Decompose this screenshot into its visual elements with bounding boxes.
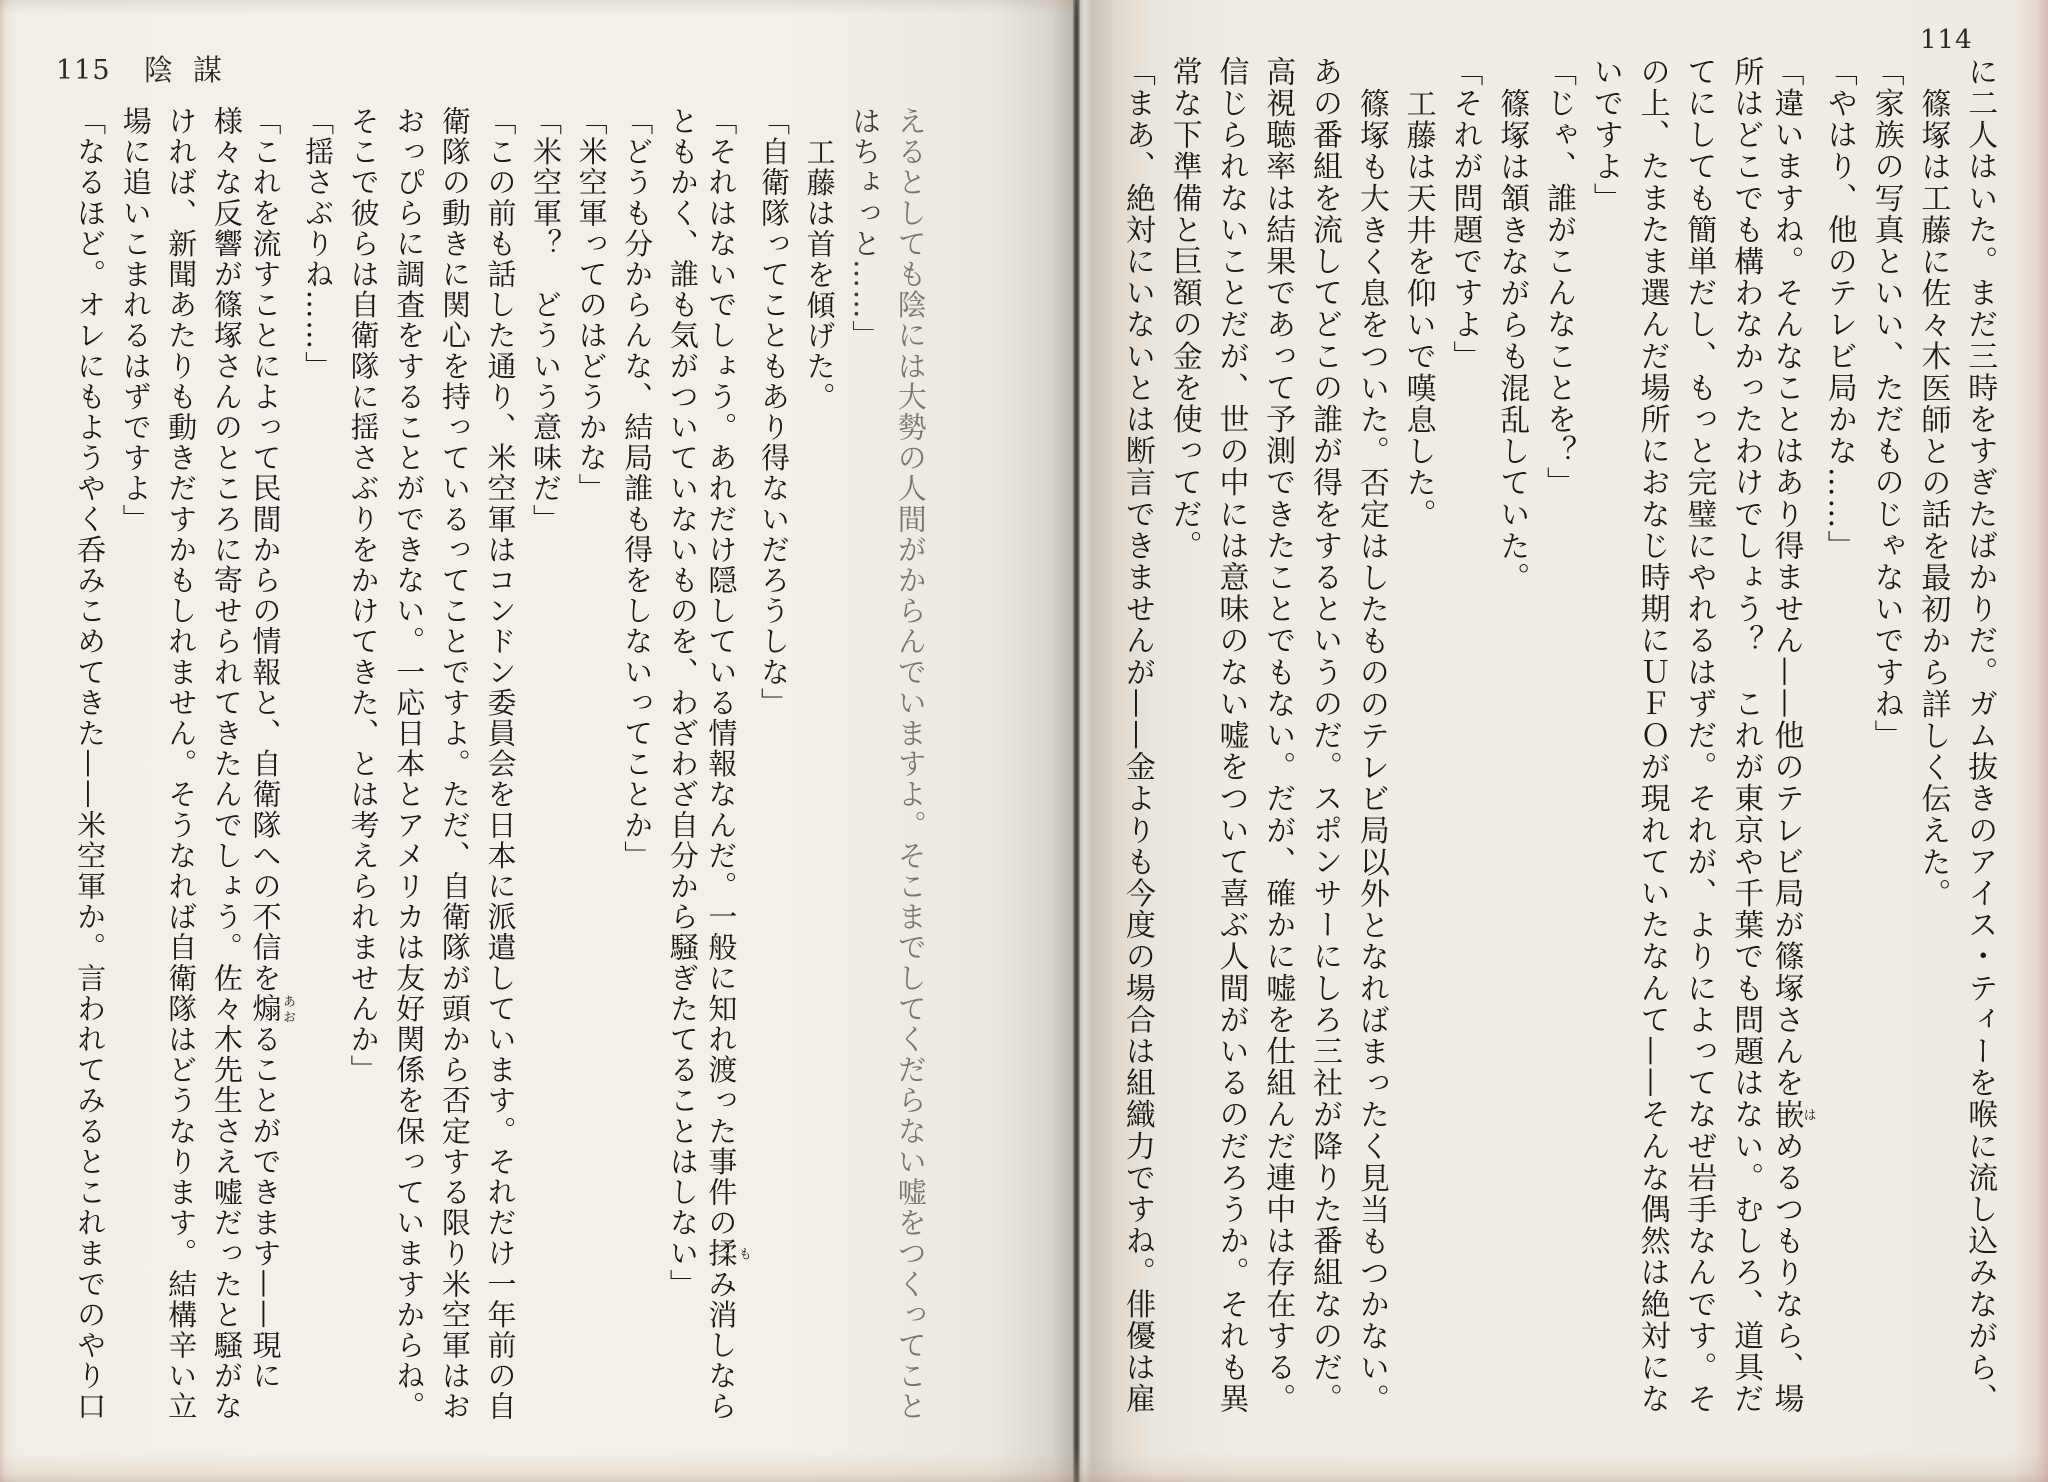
text-line: はちょっと……」 xyxy=(848,106,883,351)
text-line: 信じられないことだが、世の中には意味のない嘘をついて喜ぶ人間がいるのだろうか。それも異 xyxy=(1213,56,1249,1415)
text-line: 「まあ、絶対にいないとは断言できませんが——金よりも今度の場合は組織力ですね。俳優は雇 xyxy=(1119,56,1155,1415)
left-page-text xyxy=(66,106,932,1422)
text-line: えるとしても陰には大勢の人間がからんでいますよ。そこまでしてくだらない嘘をつくってこと xyxy=(893,106,928,1422)
ruby-base: 嵌 xyxy=(1768,1098,1804,1131)
ruby-reading: も xyxy=(735,1238,751,1269)
text-line: 「それが問題ですよ」 xyxy=(1447,56,1483,372)
running-title: 陰謀 xyxy=(144,53,243,87)
text-line: 衛隊の動きに関心を持っているってことですよ。ただ、自衛隊が頭から否定する限り米空軍はお xyxy=(437,106,472,1422)
text-line: 「自衛隊ってこともあり得ないだろうしな」 xyxy=(757,106,791,718)
text-line: 「揺さぶりね……」 xyxy=(301,106,336,382)
ruby-word xyxy=(704,1238,751,1269)
text-line: ければ、新聞あたりも動きだすかもしれません。そうなれば自衛隊はどうなります。結構辛い立 xyxy=(164,106,199,1422)
right-page xyxy=(1078,0,2048,1482)
text-line: 「どうも分からんな、結局誰も得をしないってことか」 xyxy=(620,106,655,871)
text-line: 「この前も話した通り、米空軍はコンドン委員会を日本に派遣しています。それだけ一年前の自 xyxy=(483,106,518,1422)
text-line: に二人はいた。まだ三時をすぎたばかりだ。ガム抜きのアイス・ティーを喉に流し込みながら、 xyxy=(1962,56,1998,1415)
text-line: 工藤は天井を仰いで嘆息した。 xyxy=(1400,87,1436,530)
text-segment: 「違いますね。そんなことはあり得ません——他のテレビ局が篠塚さんを xyxy=(1768,56,1804,1099)
text-line: 高視聴率は結果であって予測できたことでもない。だが、確かに嘘を仕組んだ連中は存在する。 xyxy=(1260,56,1296,1415)
page-number: 114 xyxy=(1920,25,1973,55)
ruby-word xyxy=(248,993,295,1025)
text-line: てにしても簡単だし、もっと完璧にやれるはずだ。それが、よりによってなぜ岩手なんです。そ xyxy=(1681,56,1717,1415)
text-segment: ることができます——現に xyxy=(248,1024,283,1392)
text-segment: 「それはないでしょう。あれだけ隠している情報なんだ。一般に知れ渡った事件の xyxy=(704,106,739,1239)
ruby-base: 揉 xyxy=(704,1238,739,1269)
text-line xyxy=(1768,56,1815,1418)
right-page-text xyxy=(1113,56,2002,1418)
text-line: 「家族の写真といい、ただものじゃないですね」 xyxy=(1868,56,1904,752)
text-line: 「やはり、他のテレビ局かな……」 xyxy=(1821,56,1857,562)
text-line: 「じゃ、誰がこんなことを？」 xyxy=(1541,56,1577,499)
book-spine-gutter xyxy=(1073,0,1082,1482)
text-line: 様々な反響が篠塚さんのところに寄せられてきたんでしょう。佐々木先生さえ嘘だったと騒がな xyxy=(209,106,244,1422)
text-line: 「なるほど。オレにもようやく呑みこめてきた——米空軍か。言われてみるとこれまでのやり口 xyxy=(73,106,108,1422)
ruby-reading: は xyxy=(1800,1098,1816,1131)
text-line: ともかく、誰も気がついていないものを、わざわざ自分から騒ぎたてることはしない」 xyxy=(665,106,700,1300)
text-line xyxy=(705,106,751,1422)
text-line: 篠塚は頷きながらも混乱していた。 xyxy=(1494,87,1530,594)
text-line: 「米空軍？ どういう意味だ」 xyxy=(529,106,564,535)
text-line: そこで彼らは自衛隊に揺さぶりをかけてきた、とは考えられませんか」 xyxy=(346,106,381,1086)
text-line: あの番組を流してどこの誰が得をするというのだ。スポンサーにしろ三社が降りた番組なのだ。 xyxy=(1307,56,1343,1415)
text-line: 所はどこでも構わなかったわけでしょう？ これが東京や千葉でも問題はない。むしろ、道具だ xyxy=(1728,56,1764,1415)
text-line: 篠塚は工藤に佐々木医師との話を最初から詳しく伝えた。 xyxy=(1915,87,1951,910)
text-segment: 「これを流すことによって民間からの情報と、自衛隊への不信を xyxy=(248,106,283,994)
page-bottom-edge xyxy=(0,1452,2048,1482)
text-line: 篠塚も大きく息をついた。否定はしたもののテレビ局以外となればまったく見当もつかない。 xyxy=(1353,87,1389,1415)
text-segment: めるつもりなら、場 xyxy=(1768,1130,1804,1415)
page-top-edge xyxy=(0,0,1078,14)
text-line: いですよ」 xyxy=(1587,56,1623,214)
page-number: 115 xyxy=(56,55,111,86)
text-line: 工藤は首を傾げた。 xyxy=(802,136,837,412)
text-line: おっぴらに調査をすることができない。一応日本とアメリカは友好関係を保っていますからね。 xyxy=(392,106,427,1422)
text-segment: み消しなら xyxy=(704,1268,739,1422)
ruby-reading: あお xyxy=(279,993,295,1024)
ruby-word xyxy=(1768,1098,1816,1131)
text-line: 常な下準備と巨額の金を使ってだ。 xyxy=(1166,56,1202,562)
text-line xyxy=(249,106,295,1422)
text-line: の上、たまたま選んだ場所におなじ時期にＵＦＯが現れていたなんて——そんな偶然は絶対にな xyxy=(1634,56,1670,1415)
ruby-base: 煽 xyxy=(248,993,283,1025)
text-line: 場に追いこまれるはずですよ」 xyxy=(118,106,153,535)
text-line: 「米空軍ってのはどうかな」 xyxy=(574,106,609,504)
